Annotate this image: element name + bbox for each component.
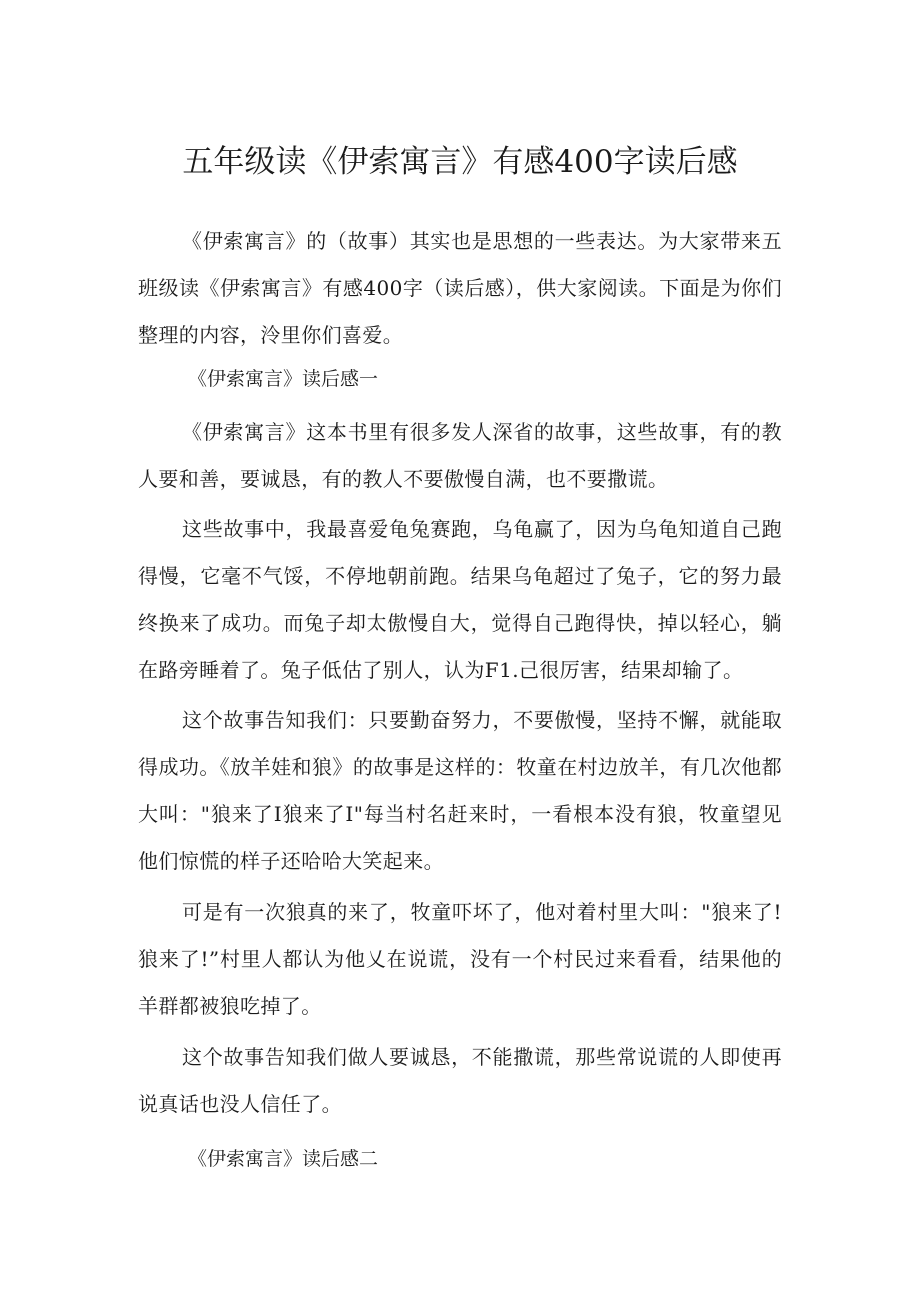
document-title: 五年级读《伊索寓言》有感400字读后感 (182, 144, 738, 180)
intro-paragraph: 《伊索寓言》的（故事）其实也是思想的一些表达。为大家带来五班级读《伊索寓言》有感400字（读后感），供大家阅读。下面是为你们整理的内容，泠里你们喜爱。 (138, 229, 782, 347)
body-paragraph: 可是有一次狼真的来了，牧童吓坏了，他对着村里大叫："狼来了!狼来了!”村里人都认为他乂在说谎，没有一个村民过来看看，结果他的羊群都被狼吃掉了。 (138, 900, 782, 1018)
body-paragraph: 这个故事告知我们：只要勤奋努力，不要傲慢，坚持不懈，就能取得成功。《放羊娃和狼》的故事是这样的：牧童在村边放羊，有几次他都大叫："狼来了I狼来了I"每当村名赶来时，一看根本没有狼，牧童望见他们惊慌的样子还哈哈大笑起来。 (138, 708, 782, 873)
section-heading-one: 《伊索寓言》读后感一 (188, 368, 379, 390)
body-paragraph: 这些故事中，我最喜爱龟兔赛跑，乌龟赢了，因为乌龟知道自己跑得慢，它毫不气馁，不停地朝前跑。结果乌龟超过了兔子，它的努力最终换来了成功。而兔子却太傲慢自大，觉得自己跑得快，掉以轻心，躺在路旁睡着了。兔子低估了别人，认为F1.己很厉害，结果却输了。 (138, 517, 782, 682)
body-paragraph: 《伊索寓言》这本书里有很多发人深省的故事，这些故事，有的教人要和善，要诚恳，有的教人不要傲慢自满，也不要撒谎。 (138, 420, 782, 491)
body-paragraph: 这个故事告知我们做人要诚恳，不能撒谎，那些常说谎的人即使再说真话也没人信任了。 (138, 1045, 782, 1116)
section-heading-two: 《伊索寓言》读后感二 (188, 1148, 379, 1170)
